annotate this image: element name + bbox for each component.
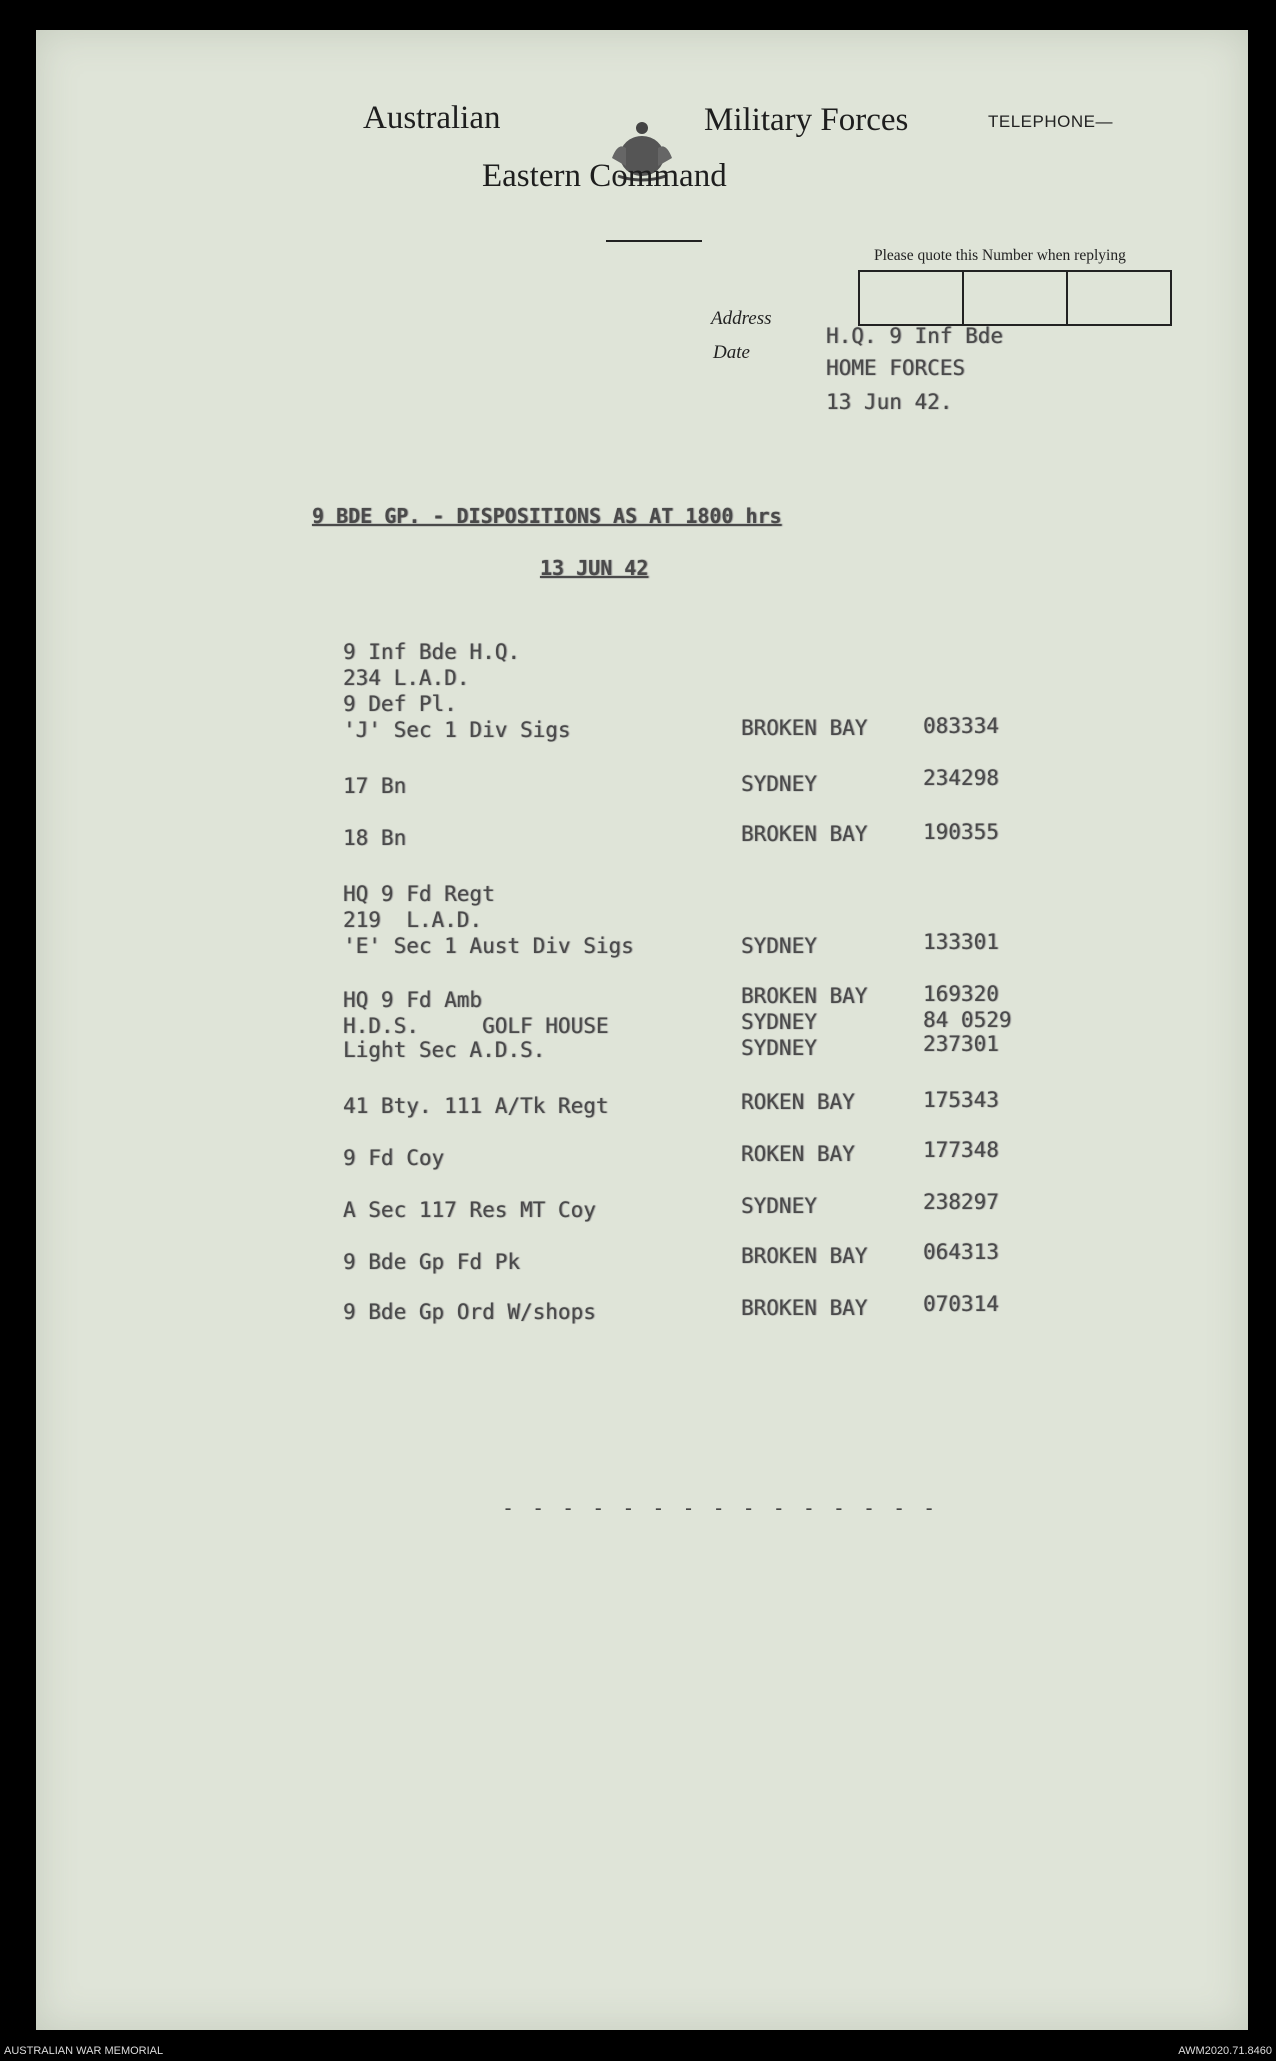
unit-place: SYDNEY [741, 934, 817, 958]
unit-ref: 175343 [923, 1088, 999, 1112]
unit-name: HQ 9 Fd Amb [343, 988, 483, 1012]
unit-place: BROKEN BAY [741, 1244, 868, 1268]
unit-ref: 84 0529 [923, 1008, 1012, 1032]
letterhead-rule [606, 240, 702, 242]
address-line-1: H.Q. 9 Inf Bde [826, 324, 1004, 348]
unit-name: 219 L.A.D. [343, 908, 483, 932]
unit-name: 9 Bde Gp Fd Pk [343, 1250, 521, 1274]
unit-name: 9 Bde Gp Ord W/shops [343, 1300, 596, 1324]
footer-right: AWM2020.71.8460 [1178, 2045, 1272, 2057]
quote-note: Please quote this Number when replying [874, 247, 1126, 264]
unit-name: 234 L.A.D. [343, 666, 470, 690]
unit-ref: 133301 [923, 930, 999, 954]
unit-name: 18 Bn [343, 826, 407, 850]
unit-ref: 238297 [923, 1190, 999, 1214]
unit-ref: 190355 [923, 820, 999, 844]
unit-place: BROKEN BAY [741, 1296, 868, 1320]
letterhead-eastern-command: Eastern Command [482, 158, 727, 194]
unit-place: ROKEN BAY [741, 1142, 855, 1166]
unit-name: Light Sec A.D.S. [343, 1038, 546, 1062]
date-label: Date [713, 342, 750, 363]
unit-name: A Sec 117 Res MT Coy [343, 1198, 596, 1222]
unit-name: 9 Inf Bde H.Q. [343, 640, 521, 664]
unit-ref: 237301 [923, 1032, 999, 1056]
address-label: Address [711, 308, 772, 329]
unit-name: HQ 9 Fd Regt [343, 882, 495, 906]
end-separator: - - - - - - - - - - - - - - - [502, 1496, 939, 1520]
unit-ref: 083334 [923, 714, 999, 738]
date-value: 13 Jun 42. [826, 390, 953, 414]
unit-place: SYDNEY [741, 1194, 817, 1218]
unit-place: SYDNEY [741, 1036, 817, 1060]
unit-name: 41 Bty. 111 A/Tk Regt [343, 1094, 609, 1118]
telephone-label: TELEPHONE— [988, 112, 1113, 131]
unit-ref: 070314 [923, 1292, 999, 1316]
unit-place: BROKEN BAY [741, 822, 868, 846]
reference-number-box [858, 270, 1172, 326]
unit-name: 9 Fd Coy [343, 1146, 445, 1170]
page-subtitle: 13 JUN 42 [540, 556, 649, 580]
unit-name: 9 Def Pl. [343, 692, 457, 716]
unit-place: ROKEN BAY [741, 1090, 855, 1114]
unit-ref: 234298 [923, 766, 999, 790]
page-title: 9 BDE GP. - DISPOSITIONS AS AT 1800 hrs [312, 504, 782, 528]
unit-ref: 064313 [923, 1240, 999, 1264]
unit-name: H.D.S. GOLF HOUSE [343, 1014, 609, 1038]
unit-place: BROKEN BAY [741, 716, 868, 740]
document-page [36, 30, 1248, 2030]
unit-name: 'E' Sec 1 Aust Div Sigs [343, 934, 634, 958]
unit-place: SYDNEY [741, 772, 817, 796]
letterhead-australian: Australian [363, 100, 501, 136]
unit-ref: 169320 [923, 982, 999, 1006]
unit-name: 17 Bn [343, 774, 407, 798]
unit-ref: 177348 [923, 1138, 999, 1162]
footer-left: AUSTRALIAN WAR MEMORIAL [4, 2045, 164, 2057]
unit-place: SYDNEY [741, 1010, 817, 1034]
letterhead-military-forces: Military Forces [704, 102, 909, 138]
address-line-2: HOME FORCES [826, 356, 966, 380]
unit-place: BROKEN BAY [741, 984, 868, 1008]
unit-name: 'J' Sec 1 Div Sigs [343, 718, 571, 742]
